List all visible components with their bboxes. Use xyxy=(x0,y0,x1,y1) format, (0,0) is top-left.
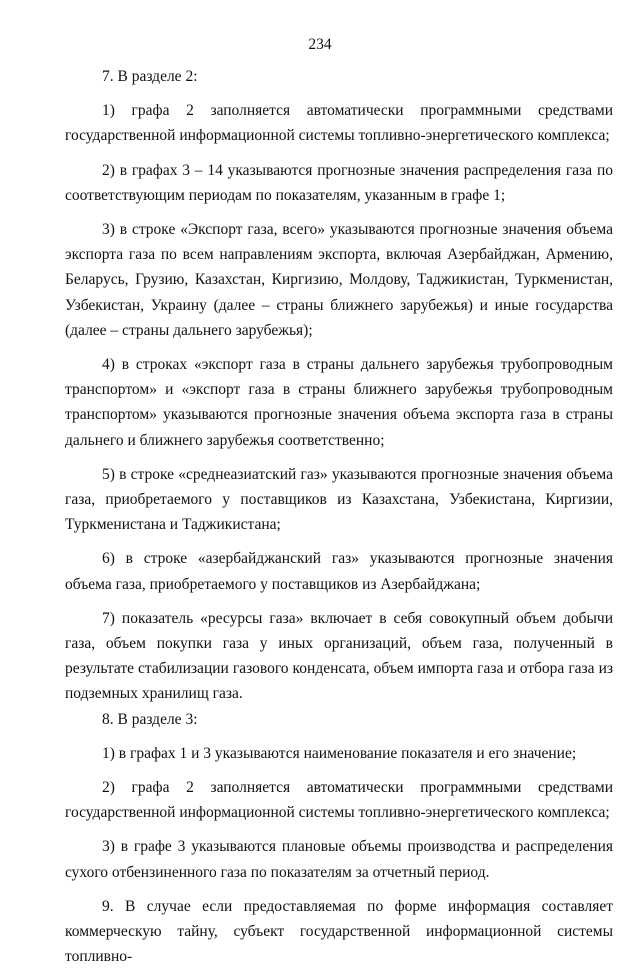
section-7-item-1: 1) графа 2 заполняется автоматически программными средствами государственной информационной системы топливно-энергетического комплекса; xyxy=(65,102,613,145)
section-7-item-2: 2) в графах 3 – 14 указываются прогнозные значения распределения газа по соответствующим периодам по показателям, указанным в графе 1; xyxy=(65,161,613,204)
section-7-item-5: 5) в строке «среднеазиатский газ» указываются прогнозные значения объема газа, приобретаемого у поставщиков из Казахстана, Узбекистана, Киргизии, Туркменистана и Таджикистана; xyxy=(65,465,613,534)
section-9-paragraph: 9. В случае если предоставляемая по форме информация составляет коммерческую тайну, субъект государственной информационной системы топливно- xyxy=(65,897,613,966)
document-body xyxy=(65,64,613,970)
section-7-heading: 7. В разделе 2: xyxy=(102,68,198,85)
section-8-item-2: 2) графа 2 заполняется автоматически программными средствами государственной информационной системы топливно-энергетического комплекса; xyxy=(65,779,613,822)
section-7-item-4: 4) в строках «экспорт газа в страны дальнего зарубежья трубопроводным транспортом» и «экспорт газа в страны ближнего зарубежья трубопроводным транспортом» указываются прогнозные значения объема экспорта газа в страны дальнего и ближнего зарубежья соответственно; xyxy=(65,356,613,449)
section-7-item-6: 6) в строке «азербайджанский газ» указываются прогнозные значения объема газа, приобретаемого у поставщиков из Азербайджана; xyxy=(65,550,613,593)
section-7-item-7: 7) показатель «ресурсы газа» включает в себя совокупный объем добычи газа, объем покупки газа у иных организаций, объем газа, полученный в результате стабилизации газового конденсата, объем импорта газа и отбора газа из подземных хранилищ газа. xyxy=(65,609,613,703)
section-8-item-1: 1) в графах 1 и 3 указываются наименование показателя и его значение; xyxy=(102,744,577,762)
section-8-heading: 8. В разделе 3: xyxy=(102,710,198,728)
section-8-item-3: 3) в графе 3 указываются плановые объемы производства и распределения сухого отбензиненного газа по показателям за отчетный период. xyxy=(65,838,613,881)
page-number: 234 xyxy=(308,36,332,53)
section-7-item-3: 3) в строке «Экспорт газа, всего» указываются прогнозные значения объема экспорта газа по всем направлениям экспорта, включая Азербайджан, Армению, Беларусь, Грузию, Казахстан, Киргизию, Молдову, Таджикистан, Туркменистан, Узбекистан, Украину (далее – страны ближнего зарубежья) и иные государства (далее – страны дальнего зарубежья); xyxy=(65,221,613,339)
